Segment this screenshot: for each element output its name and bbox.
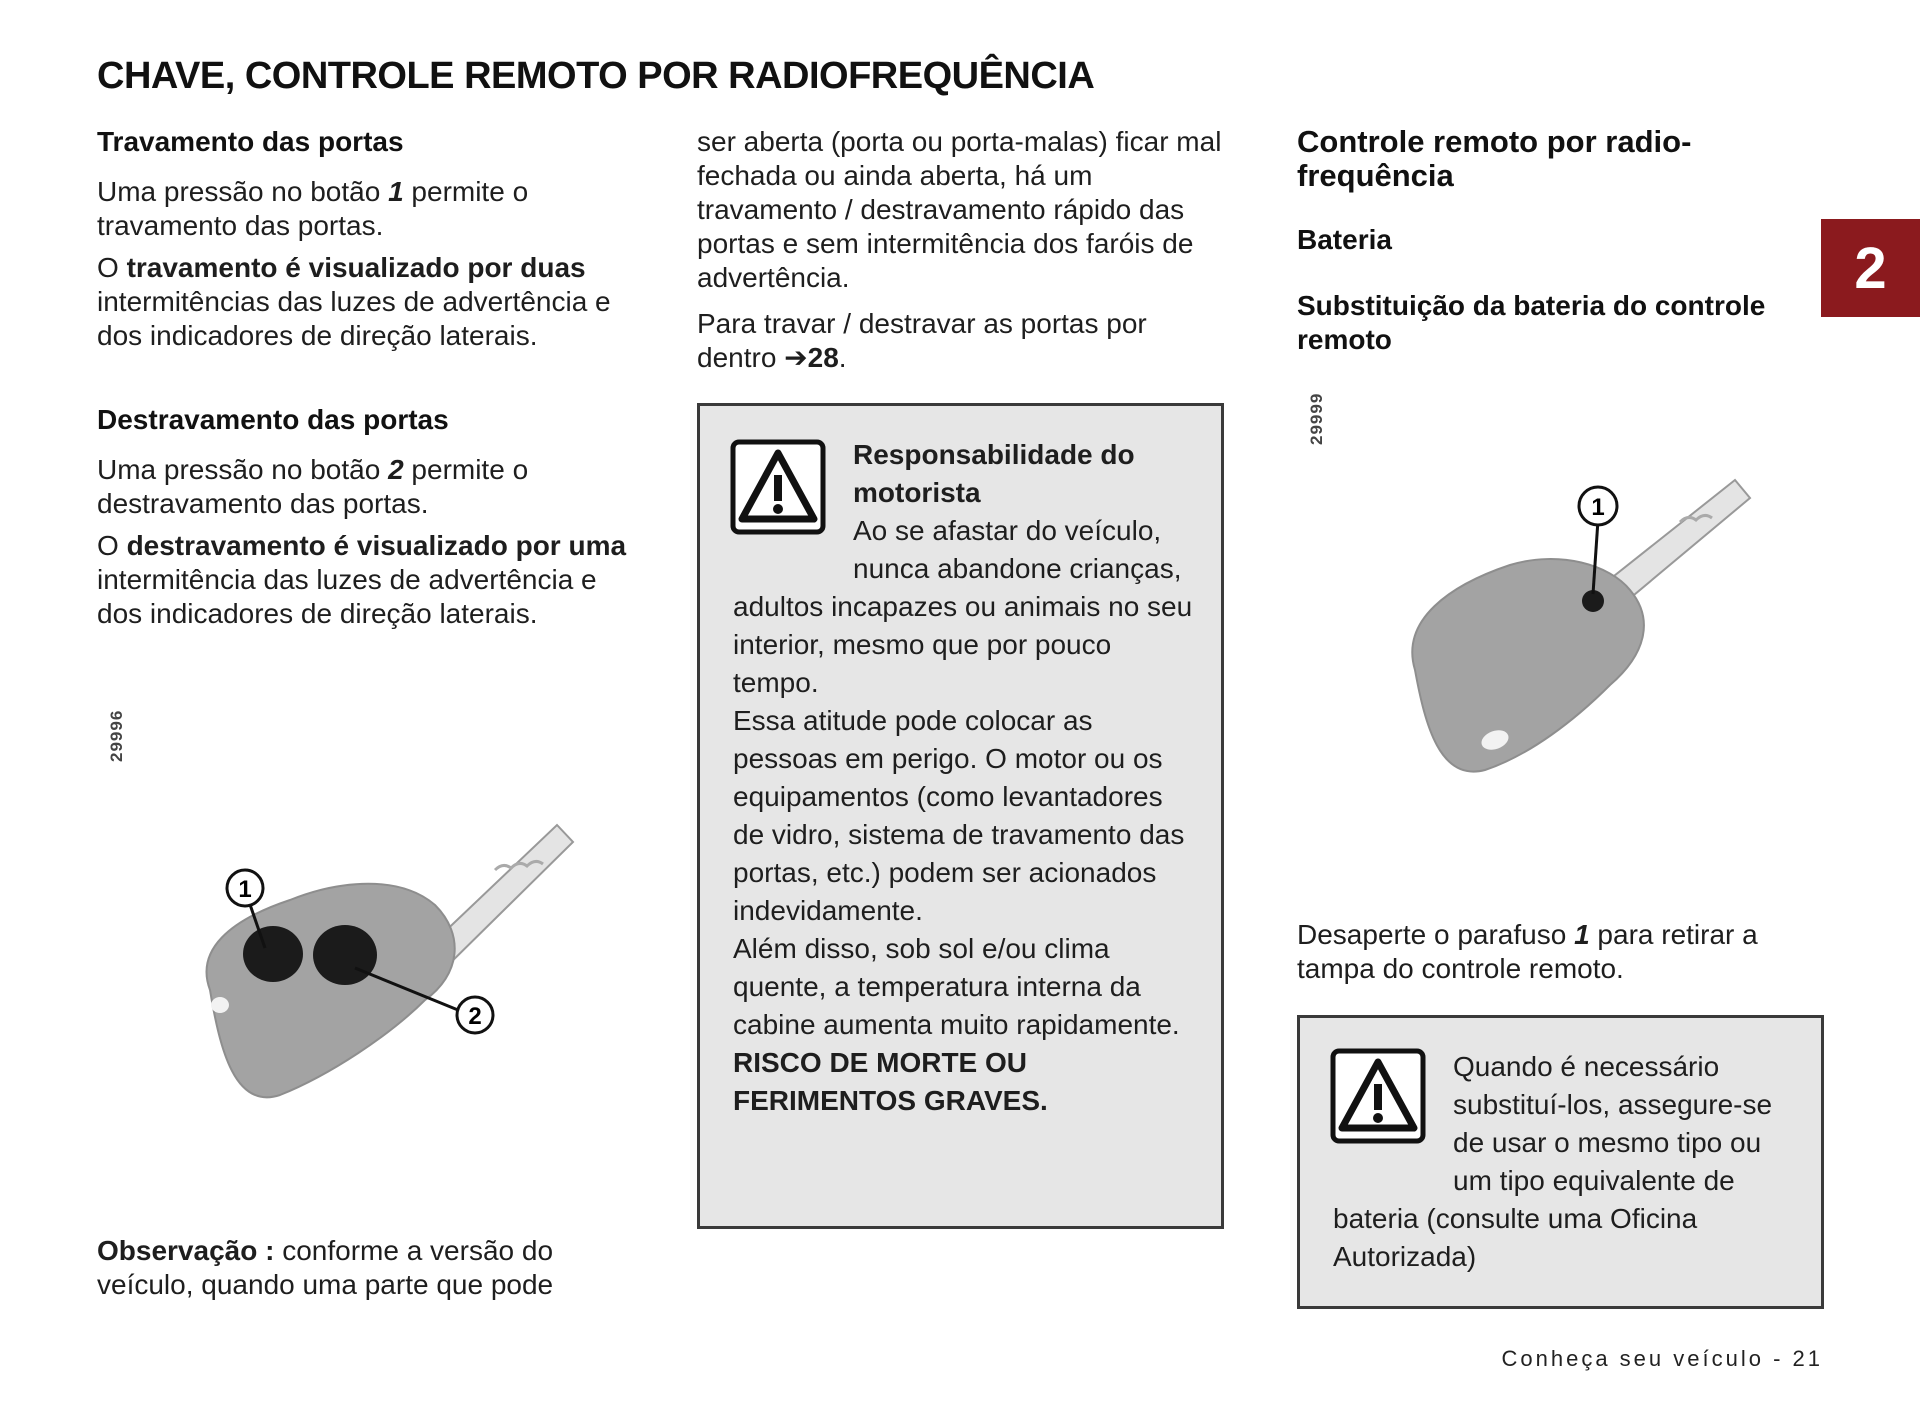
image-code-29999: 29999	[1307, 392, 1326, 445]
chapter-number: 2	[1854, 235, 1887, 301]
unlocking-paragraph-1: Uma pressão no botão 2 permite o destravamento das portas.	[97, 454, 529, 519]
battery-warning-box	[1297, 1015, 1824, 1309]
warning-title: Responsabilidade do motorista	[853, 439, 1135, 508]
continuation-paragraph: ser aberta (porta ou porta-malas) ficar mal fechada ou ainda aberta, há um travamento / destravamento rápido das portas e sem intermitência dos faróis de advertência.	[697, 126, 1222, 293]
unlocking-paragraph-2: O destravamento é visualizado por uma intermitência das luzes de advertência e dos indicadores de direção laterais.	[97, 530, 627, 629]
battery-warning-text-block	[1333, 1048, 1793, 1276]
locking-paragraph-2: O travamento é visualizado por duas intermitências das luzes de advertência e dos indicadores de direção laterais.	[97, 252, 611, 351]
note-paragraph: Observação : conforme a versão do veículo, quando uma parte que pode	[97, 1235, 554, 1300]
remote-key-two-buttons-illustration	[190, 800, 590, 1120]
callout-label-2: 2	[468, 1003, 482, 1030]
page-footer: Conheça seu veículo - 21	[1501, 1346, 1823, 1371]
key-ring-hole	[211, 997, 229, 1013]
driver-responsibility-warning-box	[697, 403, 1224, 1229]
warning-body-1: Ao se afastar do veículo, nunca abandone crianças, adultos incapazes ou animais no seu interior, mesmo que por pouco tempo.	[733, 515, 1193, 698]
replace-battery-heading: Substituição da bateria do controle remoto	[1297, 290, 1766, 355]
button-1	[243, 926, 303, 982]
page-title: CHAVE, CONTROLE REMOTO POR RADIOFREQUÊNCIA	[97, 55, 1095, 97]
button-2	[313, 925, 377, 985]
remote-heading: Controle remoto por radio-frequência	[1297, 124, 1692, 193]
warning-caps: RISCO DE MORTE OU FERIMENTOS GRAVES.	[733, 1047, 1048, 1116]
column-1	[97, 125, 637, 631]
key-head-2	[1412, 559, 1644, 772]
callout-label-screw: 1	[1591, 494, 1605, 521]
chapter-tab	[1821, 219, 1920, 317]
screw-paragraph: Desaperte o parafuso 1 para retirar a tampa do controle remoto.	[1297, 919, 1758, 984]
locking-paragraph-1: Uma pressão no botão 1 permite o travamento das portas.	[97, 176, 529, 241]
callout-label-1: 1	[238, 876, 252, 903]
page-reference-link[interactable]: 28	[807, 342, 839, 373]
battery-heading: Bateria	[1297, 224, 1392, 255]
battery-warning-text: Quando é necessário substituí-los, assegure-se de usar o mesmo tipo ou um tipo equivalente de bateria (consulte uma Oficina Autorizada)	[1333, 1051, 1773, 1272]
column-2	[697, 125, 1232, 375]
unlocking-heading: Destravamento das portas	[97, 404, 449, 435]
column-3	[1297, 125, 1827, 357]
key-head	[207, 884, 455, 1098]
locking-heading: Travamento das portas	[97, 126, 404, 157]
warning-body-3: Além disso, sob sol e/ou clima quente, a temperatura interna da cabine aumenta muito rapidamente.	[733, 933, 1180, 1040]
inside-lock-paragraph: Para travar / destravar as portas por dentro ➔28.	[697, 308, 1147, 373]
warning-text-block	[733, 436, 1193, 1120]
image-code-29996: 29996	[107, 709, 126, 762]
warning-body-2: Essa atitude pode colocar as pessoas em perigo. O motor ou os equipamentos (como levantadores de vidro, sistema de travamento das portas, etc.) podem ser acionados indevidamente.	[733, 705, 1185, 926]
remote-key-screw-illustration	[1390, 470, 1770, 790]
